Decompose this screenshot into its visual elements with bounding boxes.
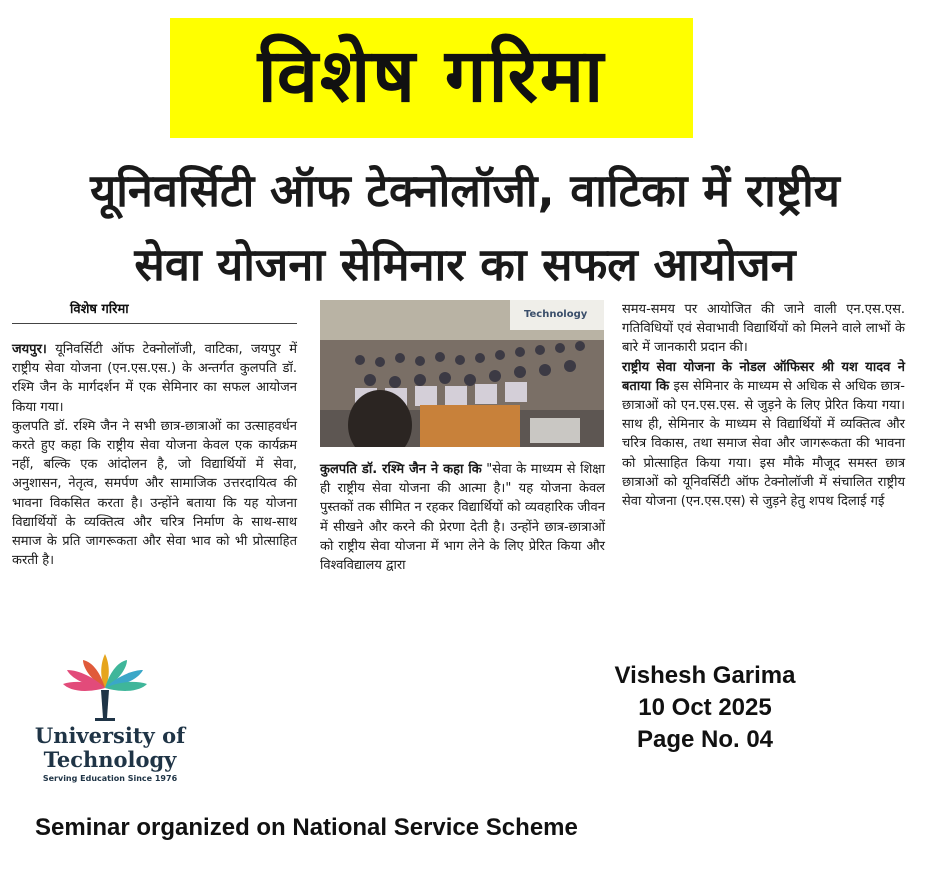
masthead-banner	[170, 18, 693, 138]
paragraph-1: यूनिवर्सिटी ऑफ टेक्नोलॉजी, वाटिका, जयपुर में राष्ट्रीय सेवा योजना (एन.एस.एस.) के अन्तर्गत कुलपति डॉ. रश्मि जैन के मार्गदर्शन में एक सेमिनार का सफल आयोजन किया गया।	[12, 342, 297, 415]
quote-lead: कुलपति डॉ. रश्मि जैन ने कहा कि	[320, 462, 482, 477]
article-column-1	[12, 340, 297, 570]
paragraph-3: समय-समय पर आयोजित की जाने वाली एन.एस.एस. गतिविधियों एवं सेवाभावी विद्यार्थियों को मिलने वाले लाभों के बारे में जानकारी प्रदान की।	[622, 302, 905, 356]
seminar-photo	[320, 300, 604, 447]
byline: विशेष गरिमा	[70, 302, 129, 317]
logo-wordmark	[30, 724, 190, 772]
byline-divider	[12, 323, 297, 324]
nodal-officer-lead: राष्ट्रीय सेवा योजना के नोडल ऑफिसर श्री यश यादव ने बताया कि	[622, 359, 905, 394]
logo-tagline: Serving Education Since 1976	[42, 774, 178, 783]
masthead-title: विशेष गरिमा	[257, 33, 606, 119]
dateline: जयपुर।	[12, 342, 47, 357]
photo-banner-text: Technology	[524, 309, 588, 320]
publication-date: 10 Oct 2025	[638, 694, 772, 721]
quote-text: "सेवा के माध्यम से शिक्षा ही राष्ट्रीय सेवा योजना की आत्मा है।" यह योजना केवल पुस्तकों तक सीमित न रहकर विद्यार्थियों को व्यवहारिक जीवन में सीखने और करने की प्रेरणा देती है। उन्होंने छात्र-छात्राओं को राष्ट्रीय सेवा योजना में भाग लेने के लिए प्रेरित किया और विश्वविद्यालय द्वारा	[320, 462, 605, 574]
english-caption: Seminar organized on National Service Scheme	[35, 814, 578, 841]
page-number: Page No. 04	[636, 726, 774, 753]
logo-line-2: Technology	[43, 747, 177, 772]
article-column-3	[622, 300, 905, 511]
paragraph-4: इस सेमिनार के माध्यम से अधिक से अधिक छात्र-छात्राओं को एन.एस.एस. से जुड़ने के लिए प्रेरित किया गया। साथ ही, सेमिनार के माध्यम से विद्यार्थियों में व्यक्तित्व और चरित्र विकास, तथा समाज सेवा और जागरूकता की भावना को प्रोत्साहित किया गया। इस मौके मौजूद समस्त छात्र छात्राओं को यूनिवर्सिटी ऑफ टेक्नोलॉजी में संचालित राष्ट्रीय सेवा योजना (एन.एस.एस) से जुड़ने हेतु शपथ दिलाई गई	[622, 378, 905, 510]
paragraph-2: कुलपति डॉ. रश्मि जैन ने सभी छात्र-छात्राओं का उत्साहवर्धन करते हुए कहा कि राष्ट्रीय सेवा योजना केवल एक कार्यक्रम नहीं, बल्कि एक आंदोलन है, जो विद्यार्थियों में सेवा, अनुशासन, नेतृत्व, समर्पण और सामाजिक उत्तरदायित्व की भावना विकसित करता है। उन्होंने बताया कि यह योजना विद्यार्थियों के व्यक्तित्व और चरित्र निर्माण के साथ-साथ समाज के प्रति जागरूकता और सेवा भाव को भी प्रोत्साहित करती है।	[12, 418, 297, 569]
headline-line-2: सेवा योजना सेमिनार का सफल आयोजन	[134, 238, 796, 291]
seminar-photo-image	[320, 300, 604, 447]
logo-line-1: University of	[34, 723, 186, 748]
publication-name: Vishesh Garima	[614, 662, 796, 689]
headline-line-1: यूनिवर्सिटी ऑफ टेक्नोलॉजी, वाटिका में राष्ट्रीय	[90, 164, 840, 217]
article-column-2	[320, 460, 605, 575]
publication-source	[560, 660, 850, 756]
lotus-pen-icon	[30, 650, 190, 725]
